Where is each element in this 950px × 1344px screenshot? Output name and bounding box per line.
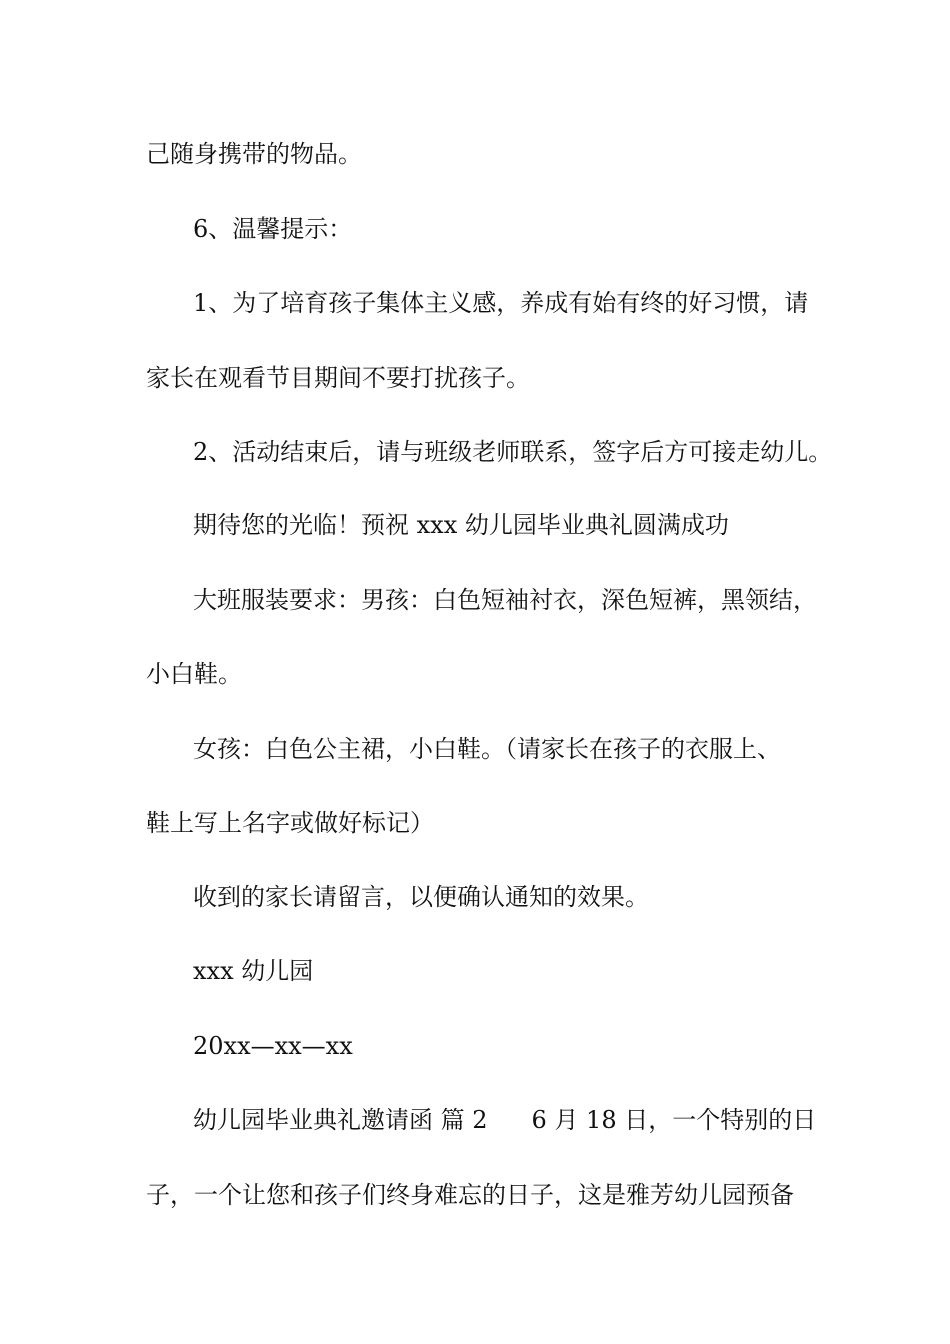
text-fragment: 6 月 18 日，一个特别的日	[531, 1106, 817, 1134]
text-line: 女孩：白色公主裙，小白鞋。（请家长在孩子的衣服上、	[193, 735, 781, 763]
text-line: 收到的家长请留言，以便确认通知的效果。	[193, 883, 649, 911]
text-line: 2、活动结束后，请与班级老师联系，签字后方可接走幼儿。	[193, 438, 833, 466]
text-line: 己随身携带的物品。	[146, 140, 362, 168]
text-line: 鞋上写上名字或做好标记）	[146, 809, 434, 837]
signature-date: 20xx—xx—xx	[193, 1032, 353, 1060]
text-line: 1、为了培育孩子集体主义感，养成有始有终的好习惯，请	[193, 289, 809, 317]
signature-org: xxx 幼儿园	[193, 957, 314, 985]
text-line: 小白鞋。	[146, 660, 242, 688]
section-heading: 6、温馨提示：	[193, 215, 353, 243]
text-line: 家长在观看节目期间不要打扰孩子。	[146, 364, 530, 392]
text-line: 期待您的光临！预祝 xxx 幼儿园毕业典礼圆满成功	[193, 511, 729, 539]
text-line: 子，一个让您和孩子们终身难忘的日子，这是雅芳幼儿园预备	[146, 1181, 794, 1209]
text-line	[193, 1105, 816, 1135]
text-line: 大班服装要求：男孩：白色短袖衬衣，深色短裤，黑领结，	[193, 586, 817, 614]
article-title: 幼儿园毕业典礼邀请函 篇 2	[193, 1106, 488, 1134]
